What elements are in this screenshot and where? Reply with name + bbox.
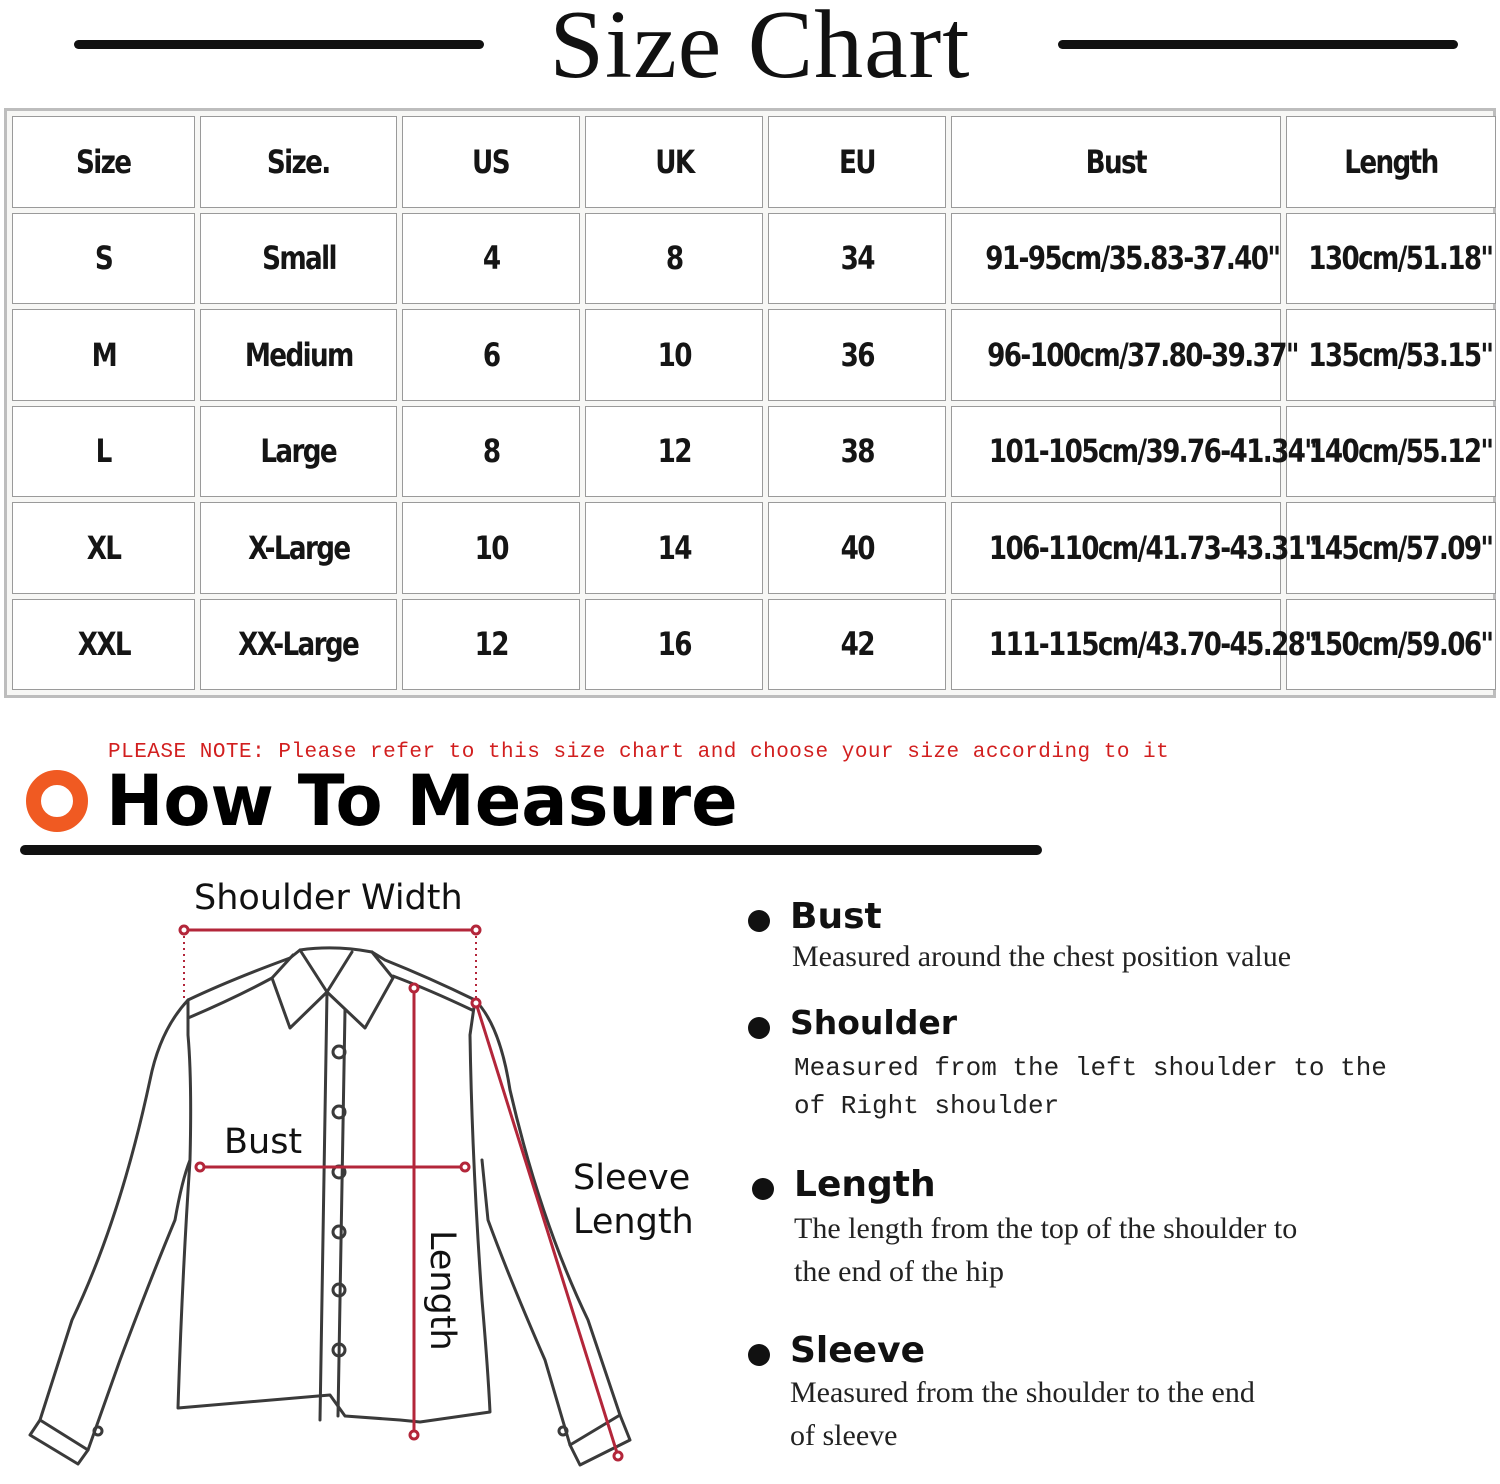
title-row — [0, 0, 1500, 99]
cell-text: Medium — [244, 335, 353, 374]
measure-title: How To Measure — [106, 760, 738, 842]
sleeve-label-line1: Sleeve — [573, 1158, 691, 1198]
instruction-text-line2: of Right shoulder — [794, 1091, 1060, 1121]
cell-text: 101-105cm/39.76-41.34" — [988, 432, 1317, 471]
instruction-text-line1: Measured from the shoulder to the end — [790, 1376, 1255, 1409]
table-header-cell — [585, 116, 763, 208]
cell-text: 10 — [657, 335, 691, 374]
cell-text: Size. — [267, 142, 330, 181]
table-row — [12, 309, 1496, 401]
table-cell — [200, 599, 397, 691]
instruction-text-line2: of sleeve — [790, 1419, 898, 1452]
table-header-cell — [951, 116, 1281, 208]
instruction-shoulder — [748, 1005, 1408, 1125]
cell-text: S — [94, 239, 113, 278]
instruction-length — [748, 1166, 1408, 1296]
table-header-cell — [768, 116, 946, 208]
cell-text: 6 — [482, 335, 500, 374]
cell-text: L — [95, 432, 112, 471]
cell-text: 34 — [840, 239, 874, 278]
table-cell — [951, 502, 1317, 594]
table-cell — [768, 502, 946, 594]
table-cell — [402, 406, 580, 498]
table-row — [12, 213, 1496, 305]
page-title: Size Chart — [549, 0, 971, 99]
bullet-icon — [748, 910, 770, 932]
table-cell — [951, 309, 1298, 401]
table-cell — [200, 309, 397, 401]
table-cell — [585, 599, 763, 691]
table-cell — [200, 406, 397, 498]
table-cell — [585, 309, 763, 401]
cell-text: XX-Large — [238, 625, 359, 664]
cell-text: Bust — [1085, 142, 1147, 181]
table-row — [12, 406, 1496, 498]
table-cell — [12, 599, 195, 691]
cell-text: 38 — [840, 432, 874, 471]
cell-text: 150cm/59.06" — [1308, 625, 1493, 664]
cell-text: 96-100cm/37.80-39.37" — [987, 335, 1298, 374]
cell-text: US — [472, 142, 510, 181]
cell-text: Size — [76, 142, 131, 181]
cell-text: XL — [86, 528, 121, 567]
size-note: PLEASE NOTE: Please refer to this size chart and choose your size according to it — [108, 741, 1170, 764]
table-cell — [402, 599, 580, 691]
table-cell — [200, 502, 397, 594]
table-row — [12, 502, 1496, 594]
table-cell — [12, 502, 195, 594]
instruction-text-line1: Measured from the left shoulder to the — [794, 1053, 1387, 1083]
table-cell — [951, 213, 1281, 305]
table-cell — [768, 213, 946, 305]
bullet-icon — [748, 1017, 770, 1039]
measure-title-rule — [20, 845, 1042, 855]
table-cell — [402, 309, 580, 401]
bullet-icon — [748, 1344, 770, 1366]
cell-text: 4 — [482, 239, 500, 278]
instruction-text: Measured around the chest position value — [792, 940, 1292, 973]
cell-text: 12 — [474, 625, 508, 664]
cell-text: 16 — [657, 625, 691, 664]
instruction-sleeve — [748, 1332, 1408, 1462]
cell-text: 130cm/51.18" — [1308, 239, 1493, 278]
sleeve-label-line2: Length — [573, 1202, 694, 1242]
cell-text: XXL — [77, 625, 130, 664]
table-cell — [1286, 309, 1496, 401]
cell-text: Large — [260, 432, 337, 471]
table-cell — [12, 406, 195, 498]
title-rule-left — [74, 40, 484, 49]
cell-text: 42 — [840, 625, 874, 664]
table-cell — [1286, 502, 1496, 594]
length-label: Length — [422, 1230, 462, 1351]
table-cell — [768, 406, 946, 498]
table-header-cell — [1286, 116, 1496, 208]
cell-text: 145cm/57.09" — [1308, 528, 1493, 567]
cell-text: 10 — [474, 528, 508, 567]
cell-text: UK — [654, 142, 694, 181]
cell-text: M — [91, 335, 116, 374]
cell-text: 14 — [657, 528, 691, 567]
cell-text: Small — [261, 239, 336, 278]
table-cell — [12, 309, 195, 401]
table-cell — [768, 599, 946, 691]
bullet-icon — [752, 1178, 774, 1200]
table-cell — [951, 599, 1317, 691]
size-table — [4, 108, 1496, 698]
cell-text: Length — [1344, 142, 1438, 181]
table-cell — [402, 502, 580, 594]
cell-text: 135cm/53.15" — [1308, 335, 1493, 374]
shoulder-width-label: Shoulder Width — [194, 878, 463, 918]
cell-text: EU — [839, 142, 875, 181]
table-header-cell — [12, 116, 195, 208]
instruction-title: Shoulder — [790, 1003, 958, 1042]
table-cell — [1286, 406, 1496, 498]
table-header-row — [12, 116, 1496, 208]
instruction-text-line1: The length from the top of the shoulder to — [794, 1212, 1298, 1245]
table-cell — [12, 213, 195, 305]
table-cell — [585, 213, 763, 305]
bust-label: Bust — [224, 1122, 303, 1162]
table-cell — [951, 406, 1317, 498]
table-cell — [585, 406, 763, 498]
instruction-text-line2: the end of the hip — [794, 1255, 1004, 1288]
cell-text: 140cm/55.12" — [1308, 432, 1493, 471]
table-cell — [402, 213, 580, 305]
cell-text: 91-95cm/35.83-37.40" — [985, 239, 1280, 278]
cell-text: 111-115cm/43.70-45.28" — [988, 625, 1317, 664]
table-cell — [585, 502, 763, 594]
title-rule-right — [1058, 40, 1458, 49]
table-cell — [768, 309, 946, 401]
cell-text: 8 — [482, 432, 500, 471]
table-cell — [200, 213, 397, 305]
cell-text: X-Large — [247, 528, 350, 567]
instruction-title: Bust — [790, 896, 882, 937]
cell-text: 8 — [665, 239, 683, 278]
table-header-cell — [200, 116, 397, 208]
ring-icon — [26, 770, 88, 832]
table-header-cell — [402, 116, 580, 208]
table-cell — [1286, 599, 1496, 691]
cell-text: 12 — [657, 432, 691, 471]
instruction-title: Length — [794, 1164, 936, 1205]
cell-text: 40 — [840, 528, 874, 567]
shirt-diagram — [0, 860, 720, 1479]
instruction-bust — [748, 898, 1408, 978]
table-cell — [1286, 213, 1496, 305]
cell-text: 36 — [840, 335, 874, 374]
table-row — [12, 599, 1496, 691]
instruction-title: Sleeve — [790, 1330, 925, 1371]
cell-text: 106-110cm/41.73-43.31" — [988, 528, 1317, 567]
